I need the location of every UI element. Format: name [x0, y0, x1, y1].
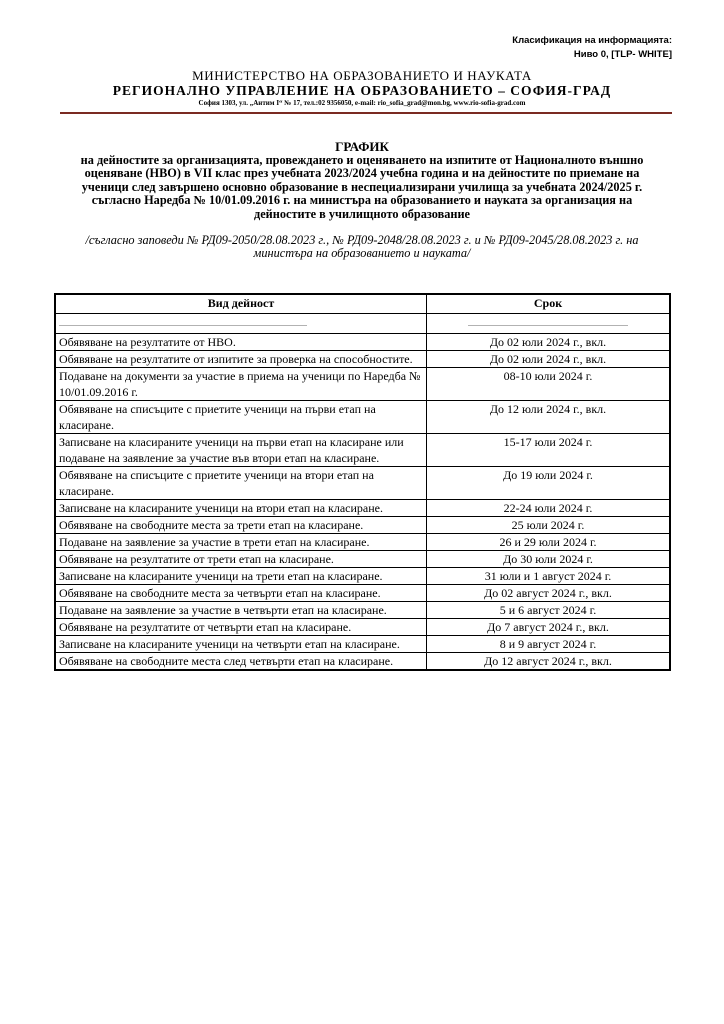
table-row	[55, 568, 670, 585]
deadline-cell: До 7 август 2024 г., вкл.	[427, 619, 671, 636]
table-row	[55, 551, 670, 568]
deadline-cell: 5 и 6 август 2024 г.	[427, 602, 671, 619]
activity-cell: Записване на класираните ученици на трети етап на класиране.	[55, 568, 427, 585]
activity-cell: Обявяване на резултатите от трети етап на класиране.	[55, 551, 427, 568]
deadline-cell: 08-10 юли 2024 г.	[427, 368, 671, 401]
table-row	[55, 467, 670, 500]
table-row	[55, 351, 670, 368]
deadline-cell: До 30 юли 2024 г.	[427, 551, 671, 568]
contact-line: София 1303, ул. „Антим I“ № 17, тел.:02 9356050, e-mail: rio_sofia_grad@mon.bg, www.rio-sofia-grad.com	[198, 99, 526, 107]
activity-cell: Обявяване на списъците с приетите ученици на първи етап на класиране.	[55, 401, 427, 434]
deadline-cell: До 02 август 2024 г., вкл.	[427, 585, 671, 602]
dotted-cell-right: ................................................................................	[427, 314, 671, 334]
deadline-cell: До 12 юли 2024 г., вкл.	[427, 401, 671, 434]
deadline-cell: До 12 август 2024 г., вкл.	[427, 653, 671, 671]
dotted-row	[55, 314, 670, 334]
schedule-table	[54, 293, 671, 671]
deadline-cell: 22-24 юли 2024 г.	[427, 500, 671, 517]
table-row	[55, 517, 670, 534]
deadline-cell: 15-17 юли 2024 г.	[427, 434, 671, 467]
activity-cell: Подаване на заявление за участие в трети етап на класиране.	[55, 534, 427, 551]
activity-cell: Подаване на документи за участие в приема на ученици по Наредба № 10/01.09.2016 г.	[55, 368, 427, 401]
activity-cell: Обявяване на резултатите от четвърти етап на класиране.	[55, 619, 427, 636]
deadline-cell: 31 юли и 1 август 2024 г.	[427, 568, 671, 585]
activity-cell: Подаване на заявление за участие в четвърти етап на класиране.	[55, 602, 427, 619]
table-row	[55, 434, 670, 467]
activity-cell: Обявяване на свободните места след четвърти етап на класиране.	[55, 653, 427, 671]
table-row	[55, 500, 670, 517]
ministry-heading: МИНИСТЕРСТВО НА ОБРАЗОВАНИЕТО И НАУКАТА	[192, 68, 532, 83]
table-row	[55, 602, 670, 619]
table-header-row	[55, 294, 670, 314]
table-row	[55, 636, 670, 653]
document-subtitle: на дейностите за организацията, провеждането и оценяването на изпитите от Националното външно оценяване (НВО) в VII клас през учебната 2023/2024 учебна година и на дейностите по приемане на ученици след завършено основно образование в неспециализирани училища за учебната 2024/2025 г. съгласно Наредба № 10/01.09.2016 г. на министъра на образованието и науката за организация на дейностите в училищното образование	[80, 153, 644, 221]
classification-label	[512, 34, 672, 62]
deadline-cell: До 02 юли 2024 г., вкл.	[427, 334, 671, 351]
deadline-cell: До 19 юли 2024 г.	[427, 467, 671, 500]
activity-cell: Записване на класираните ученици на втори етап на класиране.	[55, 500, 427, 517]
header-deadline: Срок	[427, 294, 671, 314]
table-row	[55, 368, 670, 401]
activity-cell: Записване на класираните ученици на първи етап на класиране или подаване на заявление за участие във втори етап на класиране.	[55, 434, 427, 467]
header-activity: Вид дейност	[55, 294, 427, 314]
document-title: ГРАФИК	[335, 139, 389, 154]
table-row	[55, 401, 670, 434]
deadline-cell: 8 и 9 август 2024 г.	[427, 636, 671, 653]
classification-line-2: Ниво 0, [TLP- WHITE]	[573, 49, 672, 60]
activity-cell: Обявяване на резултатите от НВО.	[55, 334, 427, 351]
table-row	[55, 334, 670, 351]
activity-cell: Обявяване на свободните места за четвърти етап на класиране.	[55, 585, 427, 602]
activity-cell: Обявяване на свободните места за трети етап на класиране.	[55, 517, 427, 534]
deadline-cell: 26 и 29 юли 2024 г.	[427, 534, 671, 551]
rio-heading: РЕГИОНАЛНО УПРАВЛЕНИЕ НА ОБРАЗОВАНИЕТО – СОФИЯ-ГРАД	[112, 83, 612, 98]
table-row	[55, 585, 670, 602]
header-divider	[60, 112, 672, 114]
deadline-cell: До 02 юли 2024 г., вкл.	[427, 351, 671, 368]
table-row	[55, 653, 670, 671]
table-row	[55, 619, 670, 636]
table-row	[55, 534, 670, 551]
activity-cell: Записване на класираните ученици на четвърти етап на класиране.	[55, 636, 427, 653]
activity-cell: Обявяване на списъците с приетите ученици на втори етап на класиране.	[55, 467, 427, 500]
deadline-cell: 25 юли 2024 г.	[427, 517, 671, 534]
activity-cell: Обявяване на резултатите от изпитите за проверка на способностите.	[55, 351, 427, 368]
classification-line-1: Класификация на информацията:	[512, 35, 672, 46]
orders-reference: /съгласно заповеди № РД09-2050/28.08.2023 г., № РД09-2048/28.08.2023 г. и № РД09-2045/28.08.2023 г. на министъра на образованието и науката/	[85, 233, 639, 261]
dotted-cell-left: ............................................................................................................................	[55, 314, 427, 334]
